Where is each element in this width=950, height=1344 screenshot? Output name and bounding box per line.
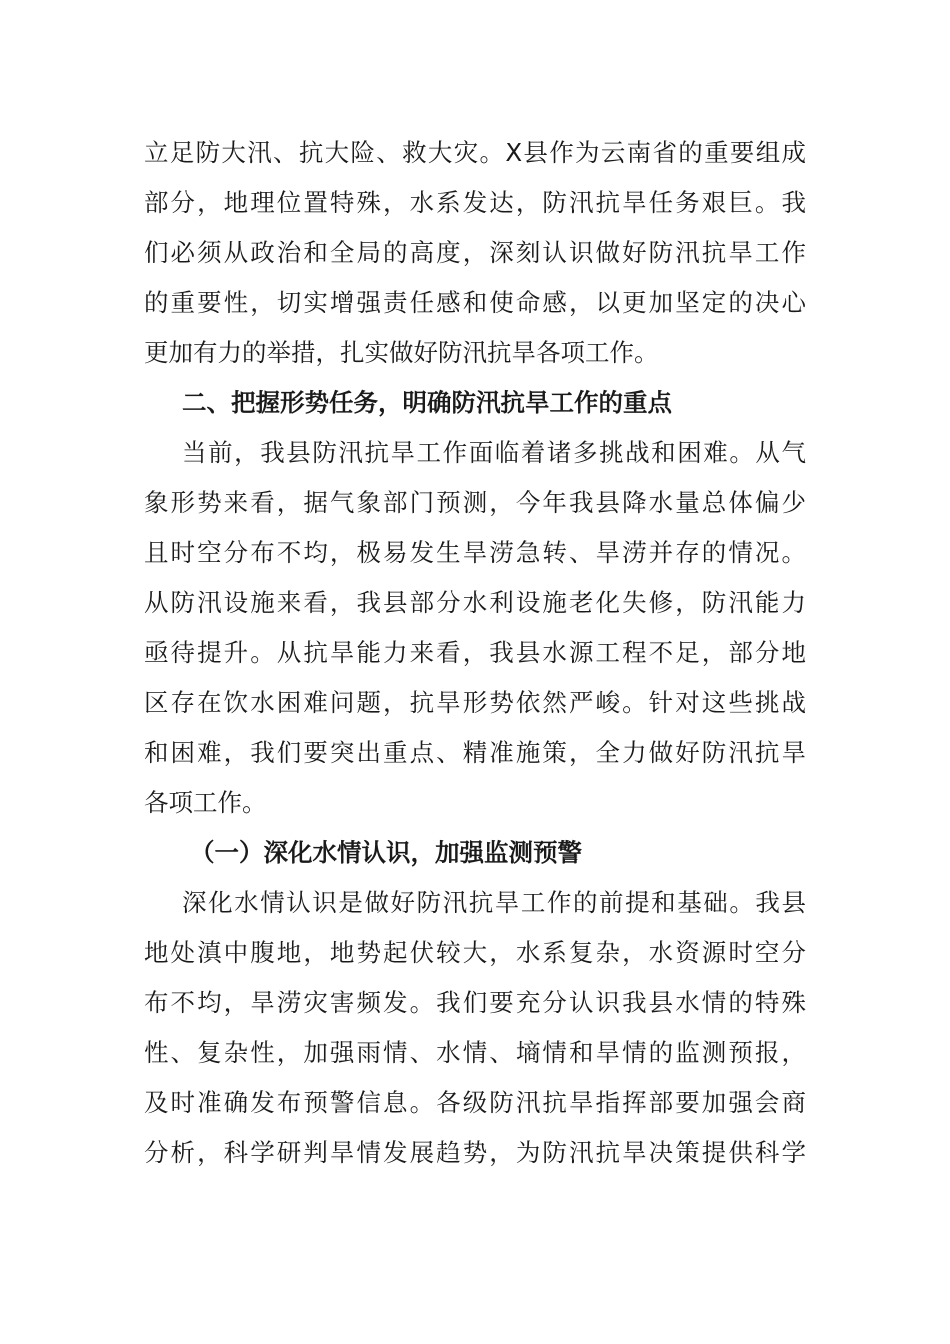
body-line: 亟待提升。从抗旱能力来看，我县水源工程不足，部分地: [144, 638, 806, 667]
body-line: 更加有力的举措，扎实做好防汛抗旱各项工作。: [144, 338, 659, 367]
body-line: 及时准确发布预警信息。各级防汛抗旱指挥部要加强会商: [144, 1088, 806, 1117]
body-line: 部分，地理位置特殊，水系发达，防汛抗旱任务艰巨。我: [144, 188, 806, 217]
body-line: 且时空分布不均，极易发生旱涝急转、旱涝并存的情况。: [144, 538, 806, 567]
body-line: 和困难，我们要突出重点、精准施策，全力做好防汛抗旱: [144, 738, 806, 767]
document-body: [144, 128, 806, 1178]
section-heading: 二、把握形势任务，明确防汛抗旱工作的重点: [182, 388, 672, 417]
body-line: 的重要性，切实增强责任感和使命感，以更加坚定的决心: [144, 288, 806, 317]
body-line: 从防汛设施来看，我县部分水利设施老化失修，防汛能力: [144, 588, 806, 617]
body-line: 们必须从政治和全局的高度，深刻认识做好防汛抗旱工作: [144, 238, 806, 267]
body-line: 深化水情认识是做好防汛抗旱工作的前提和基础。我县: [182, 888, 806, 917]
body-line: 区存在饮水困难问题，抗旱形势依然严峻。针对这些挑战: [144, 688, 806, 717]
body-line: 性、复杂性，加强雨情、水情、墒情和旱情的监测预报，: [144, 1038, 806, 1067]
body-line: 象形势来看，据气象部门预测，今年我县降水量总体偏少: [144, 488, 806, 517]
body-line: 立足防大汛、抗大险、救大灾。X县作为云南省的重要组成: [144, 138, 806, 167]
body-line: 各项工作。: [144, 788, 267, 817]
body-line: 地处滇中腹地，地势起伏较大，水系复杂，水资源时空分: [144, 938, 806, 967]
body-line: 分析，科学研判旱情发展趋势，为防汛抗旱决策提供科学: [144, 1138, 806, 1167]
body-line: 布不均，旱涝灾害频发。我们要充分认识我县水情的特殊: [144, 988, 806, 1017]
subsection-heading: （一）深化水情认识，加强监测预警: [190, 838, 582, 867]
body-line: 当前，我县防汛抗旱工作面临着诸多挑战和困难。从气: [182, 438, 806, 467]
